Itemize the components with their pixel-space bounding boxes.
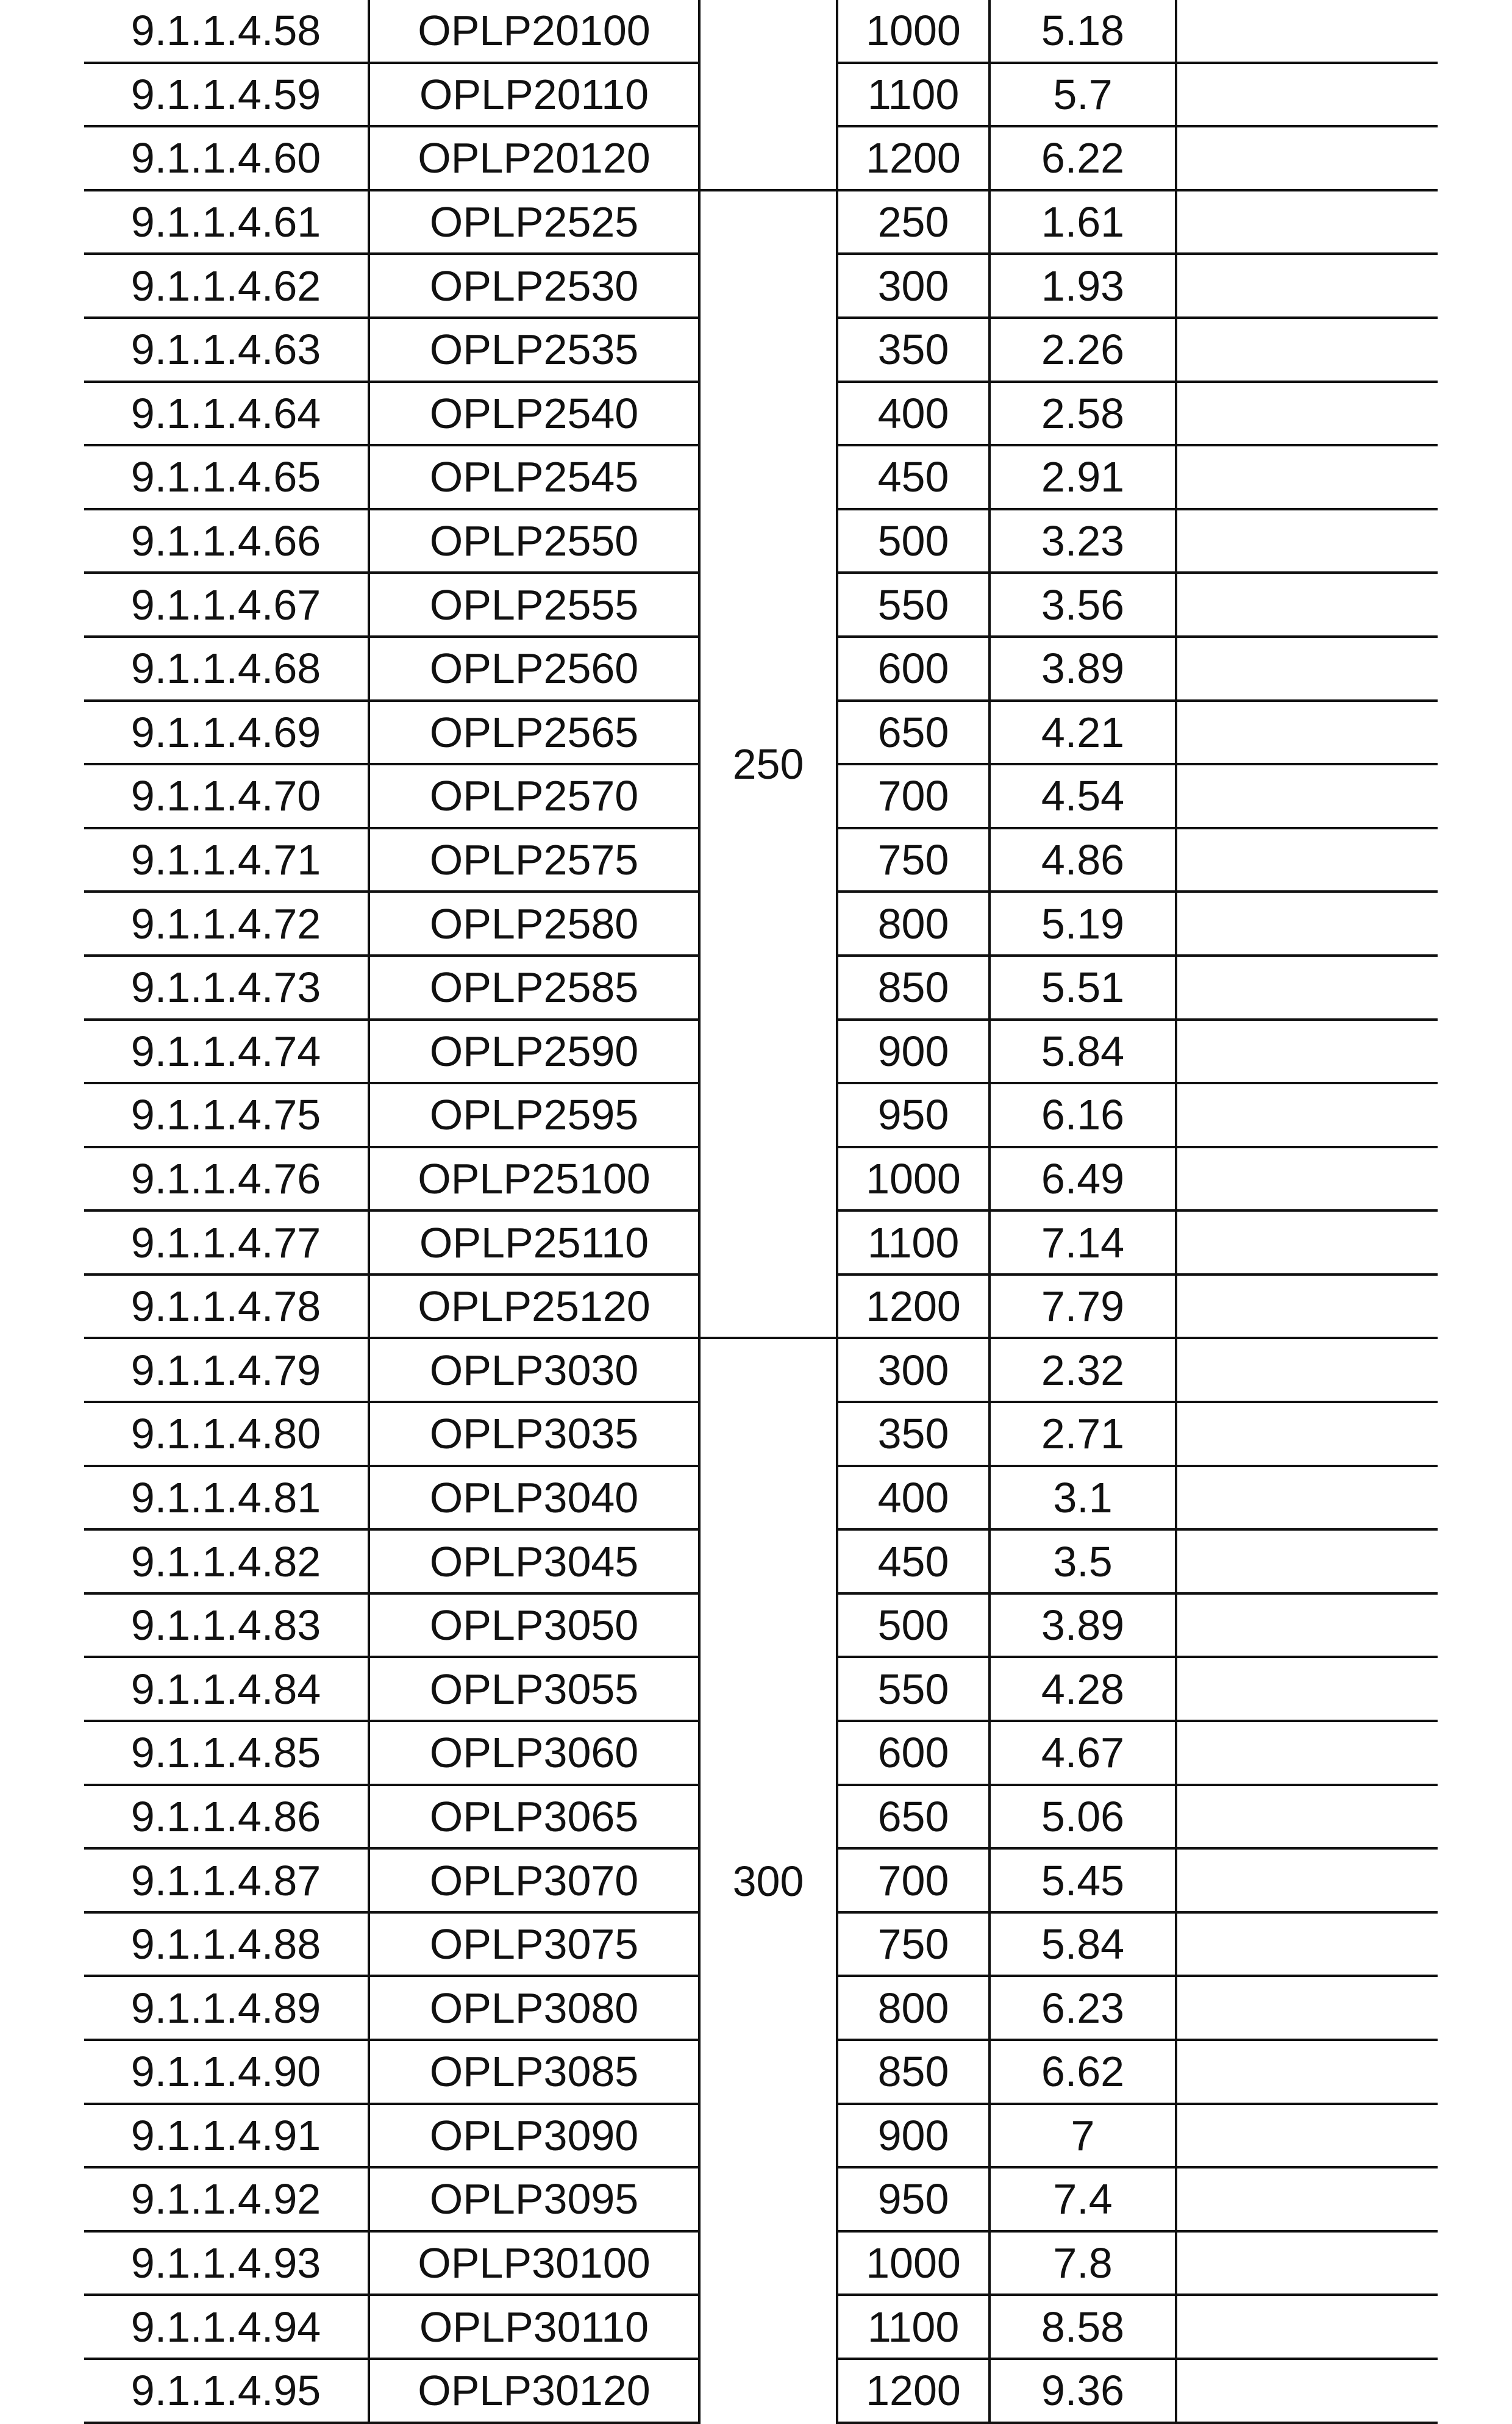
item-code-cell: 9.1.1.4.67 (84, 573, 369, 637)
item-code-cell: 9.1.1.4.64 (84, 382, 369, 446)
model-number-cell: OPLP2585 (369, 956, 699, 1020)
empty-cell (1176, 1402, 1438, 1466)
length-cell: 700 (837, 1848, 990, 1912)
length-cell: 400 (837, 1466, 990, 1530)
empty-cell (1176, 0, 1438, 63)
model-number-cell: OPLP2545 (369, 445, 699, 509)
length-cell: 700 (837, 764, 990, 828)
weight-cell: 7.14 (990, 1210, 1176, 1275)
table-row (84, 1338, 1438, 1402)
model-number-cell: OPLP20110 (369, 63, 699, 127)
empty-cell (1176, 445, 1438, 509)
empty-cell (1176, 382, 1438, 446)
weight-cell: 5.84 (990, 1912, 1176, 1976)
model-number-cell: OPLP2530 (369, 254, 699, 318)
group-size-cell (699, 1338, 837, 2422)
weight-cell: 4.28 (990, 1657, 1176, 1721)
item-code-cell: 9.1.1.4.69 (84, 701, 369, 765)
model-number-cell: OPLP3090 (369, 2104, 699, 2168)
length-cell: 300 (837, 1338, 990, 1402)
weight-cell: 6.62 (990, 2040, 1176, 2104)
empty-cell (1176, 2231, 1438, 2295)
weight-cell: 2.91 (990, 445, 1176, 509)
weight-cell: 3.89 (990, 637, 1176, 701)
item-code-cell: 9.1.1.4.88 (84, 1912, 369, 1976)
group-size-cell (699, 0, 837, 190)
model-number-cell: OPLP2560 (369, 637, 699, 701)
model-number-cell: OPLP3030 (369, 1338, 699, 1402)
weight-cell: 3.1 (990, 1466, 1176, 1530)
weight-cell: 1.61 (990, 190, 1176, 254)
item-code-cell: 9.1.1.4.86 (84, 1785, 369, 1849)
item-code-cell: 9.1.1.4.76 (84, 1147, 369, 1211)
item-code-cell: 9.1.1.4.84 (84, 1657, 369, 1721)
length-cell: 900 (837, 1020, 990, 1084)
item-code-cell: 9.1.1.4.87 (84, 1848, 369, 1912)
length-cell: 450 (837, 445, 990, 509)
length-cell: 350 (837, 1402, 990, 1466)
model-number-cell: OPLP2540 (369, 382, 699, 446)
item-code-cell: 9.1.1.4.71 (84, 828, 369, 892)
weight-cell: 6.23 (990, 1976, 1176, 2040)
model-number-cell: OPLP2550 (369, 509, 699, 573)
product-table-body (84, 0, 1438, 2423)
product-table (84, 0, 1438, 2424)
model-number-cell: OPLP3080 (369, 1976, 699, 2040)
item-code-cell: 9.1.1.4.74 (84, 1020, 369, 1084)
weight-cell: 5.51 (990, 956, 1176, 1020)
item-code-cell: 9.1.1.4.81 (84, 1466, 369, 1530)
weight-cell: 3.56 (990, 573, 1176, 637)
model-number-cell: OPLP2590 (369, 1020, 699, 1084)
weight-cell: 7 (990, 2104, 1176, 2168)
item-code-cell: 9.1.1.4.91 (84, 2104, 369, 2168)
length-cell: 650 (837, 1785, 990, 1849)
length-cell: 1000 (837, 0, 990, 63)
empty-cell (1176, 1083, 1438, 1147)
weight-cell: 3.89 (990, 1593, 1176, 1657)
weight-cell: 1.93 (990, 254, 1176, 318)
item-code-cell: 9.1.1.4.95 (84, 2359, 369, 2423)
model-number-cell: OPLP3055 (369, 1657, 699, 1721)
weight-cell: 5.45 (990, 1848, 1176, 1912)
length-cell: 550 (837, 1657, 990, 1721)
model-number-cell: OPLP3065 (369, 1785, 699, 1849)
model-number-cell: OPLP3035 (369, 1402, 699, 1466)
length-cell: 600 (837, 637, 990, 701)
empty-cell (1176, 1338, 1438, 1402)
empty-cell (1176, 1147, 1438, 1211)
empty-cell (1176, 1466, 1438, 1530)
item-code-cell: 9.1.1.4.82 (84, 1529, 369, 1593)
length-cell: 1100 (837, 63, 990, 127)
length-cell: 250 (837, 190, 990, 254)
model-number-cell: OPLP2575 (369, 828, 699, 892)
empty-cell (1176, 1275, 1438, 1339)
empty-cell (1176, 2040, 1438, 2104)
length-cell: 1100 (837, 2295, 990, 2359)
item-code-cell: 9.1.1.4.65 (84, 445, 369, 509)
empty-cell (1176, 2359, 1438, 2423)
length-cell: 350 (837, 318, 990, 382)
table-row (84, 190, 1438, 254)
weight-cell: 6.49 (990, 1147, 1176, 1211)
weight-cell: 2.26 (990, 318, 1176, 382)
item-code-cell: 9.1.1.4.62 (84, 254, 369, 318)
weight-cell: 7.79 (990, 1275, 1176, 1339)
model-number-cell: OPLP30120 (369, 2359, 699, 2423)
item-code-cell: 9.1.1.4.66 (84, 509, 369, 573)
empty-cell (1176, 828, 1438, 892)
model-number-cell: OPLP3075 (369, 1912, 699, 1976)
weight-cell: 5.7 (990, 63, 1176, 127)
empty-cell (1176, 63, 1438, 127)
item-code-cell: 9.1.1.4.94 (84, 2295, 369, 2359)
length-cell: 1100 (837, 1210, 990, 1275)
weight-cell: 4.54 (990, 764, 1176, 828)
model-number-cell: OPLP30100 (369, 2231, 699, 2295)
model-number-cell: OPLP25110 (369, 1210, 699, 1275)
item-code-cell: 9.1.1.4.70 (84, 764, 369, 828)
model-number-cell: OPLP2535 (369, 318, 699, 382)
empty-cell (1176, 892, 1438, 956)
weight-cell: 2.32 (990, 1338, 1176, 1402)
weight-cell: 3.23 (990, 509, 1176, 573)
item-code-cell: 9.1.1.4.79 (84, 1338, 369, 1402)
weight-cell: 2.58 (990, 382, 1176, 446)
length-cell: 800 (837, 892, 990, 956)
empty-cell (1176, 2104, 1438, 2168)
empty-cell (1176, 2167, 1438, 2231)
empty-cell (1176, 701, 1438, 765)
empty-cell (1176, 126, 1438, 190)
empty-cell (1176, 254, 1438, 318)
empty-cell (1176, 318, 1438, 382)
item-code-cell: 9.1.1.4.58 (84, 0, 369, 63)
item-code-cell: 9.1.1.4.61 (84, 190, 369, 254)
weight-cell: 7.8 (990, 2231, 1176, 2295)
item-code-cell: 9.1.1.4.89 (84, 1976, 369, 2040)
length-cell: 600 (837, 1721, 990, 1785)
weight-cell: 5.84 (990, 1020, 1176, 1084)
length-cell: 950 (837, 1083, 990, 1147)
empty-cell (1176, 509, 1438, 573)
model-number-cell: OPLP2595 (369, 1083, 699, 1147)
item-code-cell: 9.1.1.4.68 (84, 637, 369, 701)
group-size-cell (699, 190, 837, 1339)
item-code-cell: 9.1.1.4.78 (84, 1275, 369, 1339)
empty-cell (1176, 956, 1438, 1020)
empty-cell (1176, 1529, 1438, 1593)
item-code-cell: 9.1.1.4.72 (84, 892, 369, 956)
empty-cell (1176, 1593, 1438, 1657)
item-code-cell: 9.1.1.4.85 (84, 1721, 369, 1785)
length-cell: 1200 (837, 1275, 990, 1339)
model-number-cell: OPLP3085 (369, 2040, 699, 2104)
item-code-cell: 9.1.1.4.92 (84, 2167, 369, 2231)
length-cell: 1000 (837, 1147, 990, 1211)
table-row (84, 0, 1438, 63)
model-number-cell: OPLP30110 (369, 2295, 699, 2359)
model-number-cell: OPLP3060 (369, 1721, 699, 1785)
weight-cell: 6.22 (990, 126, 1176, 190)
length-cell: 750 (837, 1912, 990, 1976)
weight-cell: 6.16 (990, 1083, 1176, 1147)
weight-cell: 4.67 (990, 1721, 1176, 1785)
item-code-cell: 9.1.1.4.59 (84, 63, 369, 127)
length-cell: 550 (837, 573, 990, 637)
model-number-cell: OPLP20120 (369, 126, 699, 190)
empty-cell (1176, 573, 1438, 637)
model-number-cell: OPLP20100 (369, 0, 699, 63)
weight-cell: 4.21 (990, 701, 1176, 765)
group-size-label: 250 (732, 740, 804, 788)
model-number-cell: OPLP2580 (369, 892, 699, 956)
length-cell: 1200 (837, 126, 990, 190)
model-number-cell: OPLP25100 (369, 1147, 699, 1211)
empty-cell (1176, 1721, 1438, 1785)
length-cell: 300 (837, 254, 990, 318)
item-code-cell: 9.1.1.4.73 (84, 956, 369, 1020)
item-code-cell: 9.1.1.4.80 (84, 1402, 369, 1466)
group-size-label: 300 (732, 1857, 804, 1905)
weight-cell: 3.5 (990, 1529, 1176, 1593)
item-code-cell: 9.1.1.4.83 (84, 1593, 369, 1657)
empty-cell (1176, 1657, 1438, 1721)
weight-cell: 5.06 (990, 1785, 1176, 1849)
weight-cell: 8.58 (990, 2295, 1176, 2359)
empty-cell (1176, 637, 1438, 701)
length-cell: 850 (837, 956, 990, 1020)
item-code-cell: 9.1.1.4.93 (84, 2231, 369, 2295)
model-number-cell: OPLP3050 (369, 1593, 699, 1657)
empty-cell (1176, 1976, 1438, 2040)
model-number-cell: OPLP2525 (369, 190, 699, 254)
weight-cell: 9.36 (990, 2359, 1176, 2423)
length-cell: 1000 (837, 2231, 990, 2295)
length-cell: 900 (837, 2104, 990, 2168)
model-number-cell: OPLP3095 (369, 2167, 699, 2231)
model-number-cell: OPLP2555 (369, 573, 699, 637)
model-number-cell: OPLP3040 (369, 1466, 699, 1530)
item-code-cell: 9.1.1.4.90 (84, 2040, 369, 2104)
empty-cell (1176, 1020, 1438, 1084)
empty-cell (1176, 1785, 1438, 1849)
length-cell: 400 (837, 382, 990, 446)
empty-cell (1176, 2295, 1438, 2359)
model-number-cell: OPLP3070 (369, 1848, 699, 1912)
weight-cell: 5.18 (990, 0, 1176, 63)
item-code-cell: 9.1.1.4.63 (84, 318, 369, 382)
length-cell: 500 (837, 1593, 990, 1657)
model-number-cell: OPLP2570 (369, 764, 699, 828)
length-cell: 800 (837, 1976, 990, 2040)
length-cell: 1200 (837, 2359, 990, 2423)
length-cell: 450 (837, 1529, 990, 1593)
model-number-cell: OPLP3045 (369, 1529, 699, 1593)
weight-cell: 5.19 (990, 892, 1176, 956)
length-cell: 500 (837, 509, 990, 573)
model-number-cell: OPLP2565 (369, 701, 699, 765)
weight-cell: 7.4 (990, 2167, 1176, 2231)
item-code-cell: 9.1.1.4.75 (84, 1083, 369, 1147)
empty-cell (1176, 1848, 1438, 1912)
item-code-cell: 9.1.1.4.77 (84, 1210, 369, 1275)
length-cell: 850 (837, 2040, 990, 2104)
model-number-cell: OPLP25120 (369, 1275, 699, 1339)
empty-cell (1176, 1210, 1438, 1275)
weight-cell: 4.86 (990, 828, 1176, 892)
length-cell: 650 (837, 701, 990, 765)
item-code-cell: 9.1.1.4.60 (84, 126, 369, 190)
weight-cell: 2.71 (990, 1402, 1176, 1466)
empty-cell (1176, 1912, 1438, 1976)
length-cell: 750 (837, 828, 990, 892)
empty-cell (1176, 764, 1438, 828)
empty-cell (1176, 190, 1438, 254)
length-cell: 950 (837, 2167, 990, 2231)
